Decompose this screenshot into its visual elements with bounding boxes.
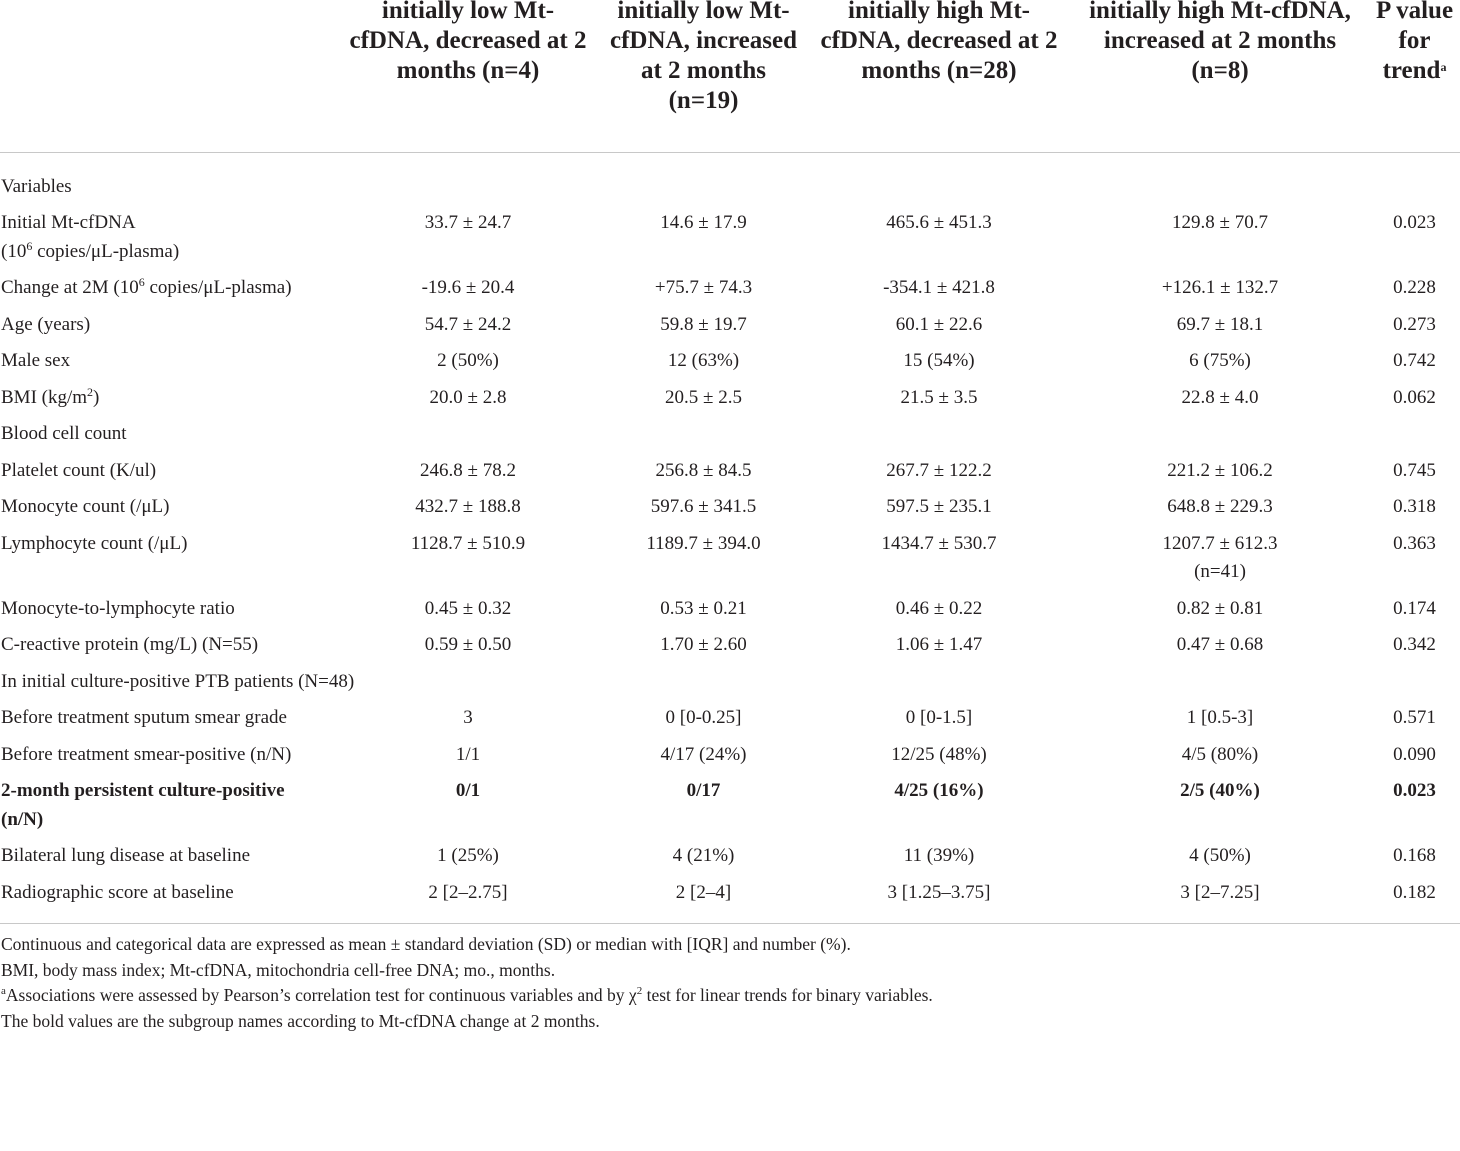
cell-value: 1/1 [455,743,481,765]
cell-value: 33.7 ± 24.7 [424,212,512,233]
cell-p-value: 0.174 [1393,597,1436,619]
footnote-line: $^a$Associations were assessed by Pearson’s correlation test for continuous variables and by $\chi^2$ test for linear trends for binary variables. [1,985,933,1005]
section-label: Blood cell count [1,423,127,444]
table-row [0,270,1460,307]
cell-value: 0/1 [455,780,481,801]
table-row [0,664,1460,701]
table-row [0,591,1460,628]
row-label: Age (years) [1,313,91,335]
table-row [0,307,1460,344]
cell-value: 2 (50%) [437,350,499,371]
cell-value: 15 (54%) [903,350,975,371]
cell-value: 1207.7 ± 612.3 (n=41) [1162,532,1278,582]
row-label: C-reactive protein (mg/L) (N=55) [1,634,259,655]
cell-value: 129.8 ± 70.7 [1172,212,1268,233]
row-label: BMI $(kg/m^2)$ [1,384,100,408]
cell-value: 60.1 ± 22.6 [895,313,983,335]
cell-value: 221.2 ± 106.2 [1167,459,1273,481]
table-row [0,489,1460,526]
cell-value: 465.6 ± 451.3 [886,212,992,233]
cell-p-value: 0.273 [1393,313,1436,335]
table-row [0,838,1460,875]
cell-p-value: 0.571 [1393,707,1436,728]
cell-value: 0.82 ± 0.81 [1176,597,1264,619]
cell-value: 0.59 ± 0.50 [424,634,512,655]
cell-p-value: 0.745 [1393,459,1436,481]
cell-value: 1128.7 ± 510.9 [410,532,526,554]
header-col-low-decreased: initially low Mt-cfDNA, decreased at 2 months (n=4) [336,0,600,152]
table-row [0,416,1460,453]
cell-value: 267.7 ± 122.2 [886,459,992,481]
cell-value: 0.46 ± 0.22 [895,597,983,619]
cell-value: +75.7 ± 74.3 [654,277,753,298]
table-row [0,627,1460,664]
header-empty-cell [0,0,336,152]
row-label: Bilateral lung disease at baseline [1,845,251,866]
cell-value: 54.7 ± 24.2 [424,313,512,335]
cell-p-value: 0.342 [1393,634,1436,655]
cell-value: 14.6 ± 17.9 [660,212,747,233]
footnote-line: Continuous and categorical data are expressed as mean ± standard deviation (SD) or median with [IQR] and number (%). [1,934,851,954]
table-row [0,453,1460,490]
cell-p-value: 0.090 [1393,743,1436,765]
row-label: Lymphocyte count (/μL) [1,532,188,554]
row-label: Monocyte count (/μL) [1,496,170,517]
cell-p-value: 0.318 [1393,496,1436,517]
cell-p-value: 0.363 [1393,532,1436,554]
table-row [0,526,1460,591]
cell-value: 3 [2–7.25] [1180,881,1260,903]
cell-value: 22.8 ± 4.0 [1181,386,1259,408]
header-col-low-increased: initially low Mt-cfDNA, increased at 2 months (n=19) [600,0,807,152]
section-label: Variables [1,175,72,197]
footnote-line: BMI, body mass index; Mt-cfDNA, mitochondria cell-free DNA; mo., months. [1,959,556,980]
header-col-high-decreased: initially high Mt-cfDNA, decreased at 2 months (n=28) [807,0,1071,152]
cell-value: +126.1 ± 132.7 [1161,277,1279,298]
footnote-line: The bold values are the subgroup names according to Mt-cfDNA change at 2 months. [1,1010,600,1031]
row-label: Before treatment smear-positive (n/N) [1,743,292,765]
cell-value: 0.47 ± 0.68 [1176,634,1264,655]
cell-value: 0.45 ± 0.32 [424,597,512,619]
cell-value: 1434.7 ± 530.7 [881,532,997,554]
cell-p-value: 0.168 [1393,845,1436,866]
row-label: Radiographic score at baseline [1,881,234,903]
cell-value: 1 (25%) [437,845,499,866]
cell-value: 21.5 ± 3.5 [900,386,978,408]
cell-value: 12/25 (48%) [891,743,987,765]
table-footnotes [0,923,1460,1034]
cell-value: 2/5 (40%) [1180,780,1260,801]
cell-value: 69.7 ± 18.1 [1176,313,1264,335]
cell-value: 256.8 ± 84.5 [655,459,752,481]
cell-p-value: 0.228 [1393,277,1436,298]
row-label: 2-month persistent culture-positive (n/N) [1,780,285,830]
cell-value: 4 (21%) [672,845,735,866]
cell-value: 0 [0-1.5] [905,707,973,728]
cell-value: 597.5 ± 235.1 [886,496,992,517]
table-row [0,773,1460,838]
cell-value: 11 (39%) [903,845,975,866]
cell-p-value: 0.062 [1393,386,1436,408]
cell-value: 6 (75%) [1189,350,1251,371]
table-row [0,737,1460,774]
cell-value: 4/5 (80%) [1181,743,1259,765]
row-label: Change at 2M ($10^6$ copies/μL-plasma) [1,275,292,298]
header-col-high-increased: initially high Mt-cfDNA, increased at 2 months (n=8) [1071,0,1369,152]
cell-value: -19.6 ± 20.4 [421,277,515,298]
table-row [0,700,1460,737]
row-label: Monocyte-to-lymphocyte ratio [1,597,235,619]
cell-value: 4/25 (16%) [894,780,984,801]
section-label: In initial culture-positive PTB patients (N=48) [1,670,355,692]
cell-value: 4 (50%) [1189,845,1251,866]
cell-value: 4/17 (24%) [660,743,747,765]
cell-value: 20.0 ± 2.8 [429,386,507,408]
cell-p-value: 0.023 [1393,780,1436,801]
cell-value: 59.8 ± 19.7 [660,313,747,335]
cell-value: 246.8 ± 78.2 [420,459,516,481]
cell-value: 1 [0.5-3] [1186,707,1254,728]
cell-value: -354.1 ± 421.8 [883,277,995,298]
cell-value: 1.70 ± 2.60 [660,634,747,655]
table-row [0,380,1460,417]
table-row [0,343,1460,380]
row-label: Before treatment sputum smear grade [1,707,287,728]
cell-value: 3 [1.25–3.75] [887,881,991,903]
cell-value: 2 [2–2.75] [428,881,508,903]
table-row [0,205,1460,270]
cell-p-value: 0.023 [1393,212,1436,233]
cell-value: 0.53 ± 0.21 [660,597,747,619]
table-row [0,152,1460,205]
cell-value: 12 (63%) [667,350,740,371]
row-label: Male sex [1,350,71,371]
row-label: Initial Mt-cfDNA ($10^6$ copies/μL-plasma) [1,212,180,262]
cell-value: 1189.7 ± 394.0 [646,532,761,554]
row-label: Platelet count (K/ul) [1,459,157,481]
cell-value: 0/17 [686,780,721,801]
cell-value: 20.5 ± 2.5 [665,386,742,408]
cell-value: 597.6 ± 341.5 [650,496,757,517]
cell-p-value: 0.742 [1393,350,1436,371]
cell-p-value: 0.182 [1393,881,1436,903]
cell-value: 0 [0-0.25] [665,707,742,728]
cell-value: 2 [2–4] [675,881,732,903]
cell-value: 1.06 ± 1.47 [895,634,983,655]
cell-value: 432.7 ± 188.8 [415,496,521,517]
table-header [0,0,1460,152]
table-row [0,875,1460,924]
header-col-p-value: P value for trend$^a$ [1369,0,1460,152]
cell-value: 3 [463,707,473,728]
cell-value: 648.8 ± 229.3 [1167,496,1273,517]
